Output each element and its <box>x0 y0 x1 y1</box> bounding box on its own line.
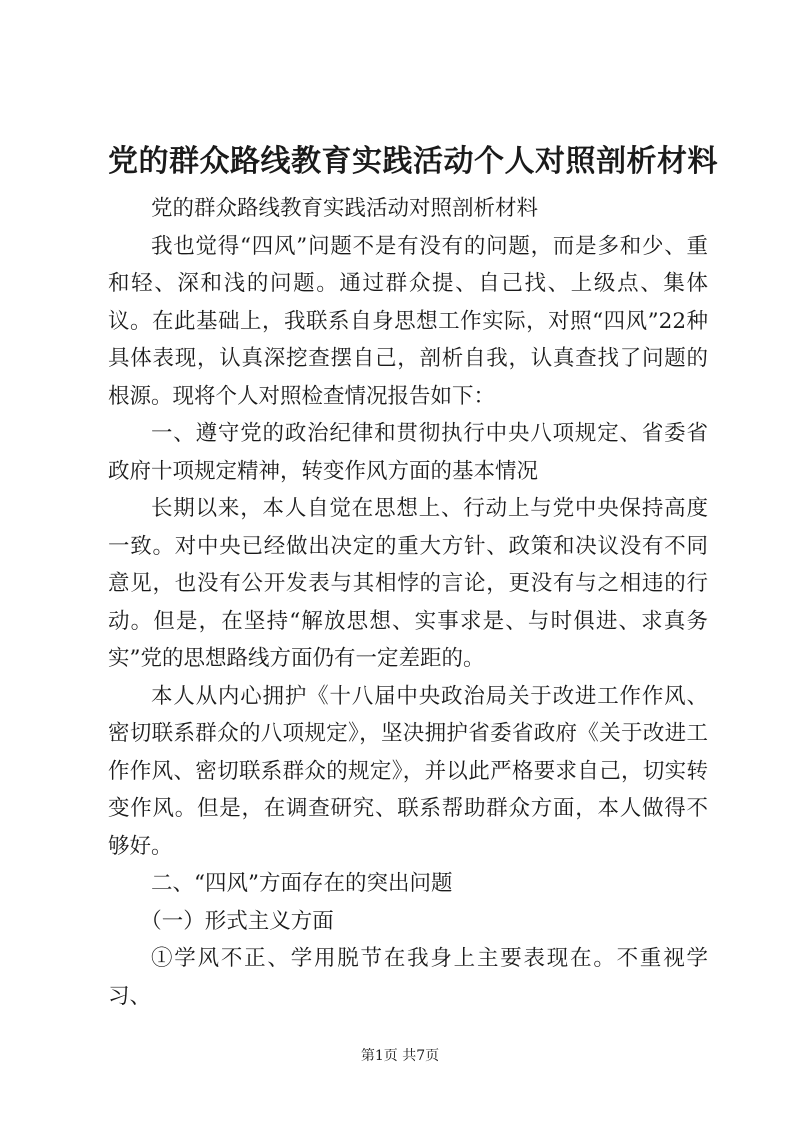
paragraph-item-1: ①学风不正、学用脱节在我身上主要表现在。不重视学习、 <box>108 946 708 1009</box>
paragraph-section-1-heading: 一、遵守党的政治纪律和贯彻执行中央八项规定、省委省政府十项规定精神，转变作风方面的基本情况 <box>108 421 708 484</box>
paragraph-section-1-body-b: 本人从内心拥护《十八届中央政治局关于改进工作作风、密切联系群众的八项规定》，坚决拥护省委省政府《关于改进工作作风、密切联系群众的规定》，并以此严格要求自己，切实转变作风。但是，在调查研究、联系帮助群众方面，本人做得不够好。 <box>108 683 708 859</box>
paragraph-intro: 我也觉得“四风”问题不是有没有的问题，而是多和少、重和轻、深和浅的问题。通过群众提、自己找、上级点、集体议。在此基础上，我联系自身思想工作实际，对照“四风”22种具体表现，认真深挖查摆自己，剖析自我，认真查找了问题的根源。现将个人对照检查情况报告如下： <box>108 233 708 409</box>
paragraph-subtitle: 党的群众路线教育实践活动对照剖析材料 <box>151 196 539 221</box>
page-footer: 第1页 共7页 <box>360 1048 440 1064</box>
paragraph-section-1-body-a: 长期以来，本人自觉在思想上、行动上与党中央保持高度一致。对中央已经做出决定的重大方针、政策和决议没有不同意见，也没有公开发表与其相悖的言论，更没有与之相违的行动。但是，在坚持“解放思想、实事求是、与时俱进、求真务实”党的思想路线方面仍有一定差距的。 <box>108 496 708 671</box>
paragraph-section-2-heading: 二、“四风”方面存在的突出问题 <box>151 871 453 896</box>
paragraph-subsection-heading: （一）形式主义方面 <box>140 908 334 934</box>
document-title: 党的群众路线教育实践活动个人对照剖析材料 <box>108 144 718 179</box>
document-body <box>108 190 708 1015</box>
